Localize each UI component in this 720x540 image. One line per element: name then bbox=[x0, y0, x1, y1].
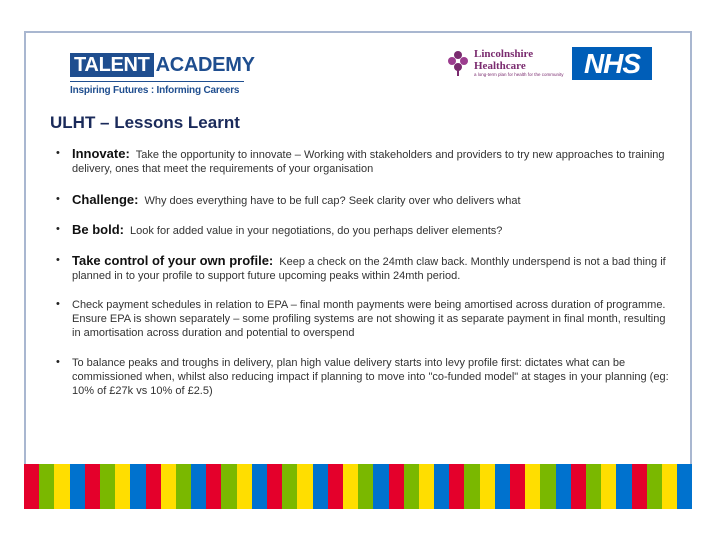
lincolnshire-healthcare-logo bbox=[446, 46, 564, 82]
stripe-segment bbox=[39, 464, 54, 509]
stripe-segment bbox=[556, 464, 571, 509]
stripe-segment bbox=[297, 464, 312, 509]
item-lead: Be bold: bbox=[72, 222, 124, 237]
stripe-segment bbox=[616, 464, 631, 509]
item-text: To balance peaks and troughs in delivery, plan high value delivery starts into levy profile first: dictates what can be commissioned when, whilst also reducing impact if planning to move into "co-funded model" at stages in your planning (eg: 10% of £27k vs 10% of £2.5) bbox=[72, 357, 669, 397]
stripe-segment bbox=[389, 464, 404, 509]
stripe-segment bbox=[267, 464, 282, 509]
stripe-segment bbox=[434, 464, 449, 509]
stripe-segment bbox=[632, 464, 647, 509]
lincolnshire-name-line2: Healthcare bbox=[474, 60, 526, 72]
bullet: • bbox=[56, 254, 60, 266]
stripe-segment bbox=[328, 464, 343, 509]
stripe-segment bbox=[130, 464, 145, 509]
lincolnshire-subtext: a long-term plan for health for the community bbox=[474, 72, 564, 77]
stripe-segment bbox=[677, 464, 692, 509]
item-text: Take the opportunity to innovate – Working with stakeholders and providers to try new approaches to training delivery, ones that meet the requirements of your organisation bbox=[72, 149, 665, 175]
nhs-logo: NHS bbox=[572, 47, 652, 80]
item-lead: Innovate: bbox=[72, 146, 130, 161]
bullet: • bbox=[56, 298, 60, 310]
stripe-segment bbox=[85, 464, 100, 509]
bullet: • bbox=[56, 356, 60, 368]
stripe-segment bbox=[495, 464, 510, 509]
stripe-segment bbox=[24, 464, 39, 509]
logo-academy-text: ACADEMY bbox=[155, 54, 255, 76]
stripe-segment bbox=[252, 464, 267, 509]
lincolnshire-emblem-icon bbox=[446, 48, 470, 76]
stripe-segment bbox=[586, 464, 601, 509]
lincolnshire-name-line1: Lincolnshire bbox=[474, 48, 534, 60]
stripe-segment bbox=[510, 464, 525, 509]
stripe-segment bbox=[100, 464, 115, 509]
talent-academy-logo bbox=[70, 53, 255, 96]
logo-tagline: Inspiring Futures : Informing Careers bbox=[70, 85, 240, 96]
stripe-segment bbox=[54, 464, 69, 509]
item-text: Keep a check on the 24mth claw back. Monthly underspend is not a bad thing if planned in to your profile to support future upcoming peaks within 24mth period. bbox=[72, 256, 666, 282]
bullet: • bbox=[56, 193, 60, 205]
stripe-segment bbox=[662, 464, 677, 509]
stripe-segment bbox=[601, 464, 616, 509]
bullet: • bbox=[56, 147, 60, 159]
stripe-segment bbox=[358, 464, 373, 509]
stripe-segment bbox=[571, 464, 586, 509]
item-lead: Challenge: bbox=[72, 192, 139, 207]
stripe-segment bbox=[191, 464, 206, 509]
stripe-segment bbox=[313, 464, 328, 509]
item-text: Look for added value in your negotiations, do you perhaps deliver elements? bbox=[130, 225, 503, 237]
stripe-segment bbox=[237, 464, 252, 509]
stripe-segment bbox=[176, 464, 191, 509]
stripe-segment bbox=[343, 464, 358, 509]
slide-title: ULHT – Lessons Learnt bbox=[50, 113, 240, 132]
stripe-segment bbox=[419, 464, 434, 509]
stripe-segment bbox=[221, 464, 236, 509]
item-text: Check payment schedules in relation to EPA – final month payments were being amortised across duration of programme. Ensure EPA is shown separately – some profiling systems are not showing it as separate payment in final month, resulting in amortisation across duration and potential to overspend bbox=[72, 299, 666, 339]
stripe-segment bbox=[115, 464, 130, 509]
item-lead: Take control of your own profile: bbox=[72, 253, 274, 268]
lincolnshire-name bbox=[474, 48, 533, 72]
stripe-segment bbox=[647, 464, 662, 509]
stripe-segment bbox=[525, 464, 540, 509]
item-text: Why does everything have to be full cap? Seek clarity over who delivers what bbox=[144, 195, 521, 207]
stripe-segment bbox=[404, 464, 419, 509]
color-stripe-banner bbox=[24, 464, 692, 509]
logo-talent-text: TALENT bbox=[70, 53, 154, 77]
stripe-segment bbox=[480, 464, 495, 509]
stripe-segment bbox=[161, 464, 176, 509]
stripe-segment bbox=[373, 464, 388, 509]
stripe-segment bbox=[449, 464, 464, 509]
stripe-segment bbox=[70, 464, 85, 509]
stripe-segment bbox=[282, 464, 297, 509]
stripe-segment bbox=[206, 464, 221, 509]
logo-rule bbox=[70, 81, 244, 82]
stripe-segment bbox=[146, 464, 161, 509]
stripe-segment bbox=[540, 464, 555, 509]
stripe-segment bbox=[464, 464, 479, 509]
bullet: • bbox=[56, 223, 60, 235]
